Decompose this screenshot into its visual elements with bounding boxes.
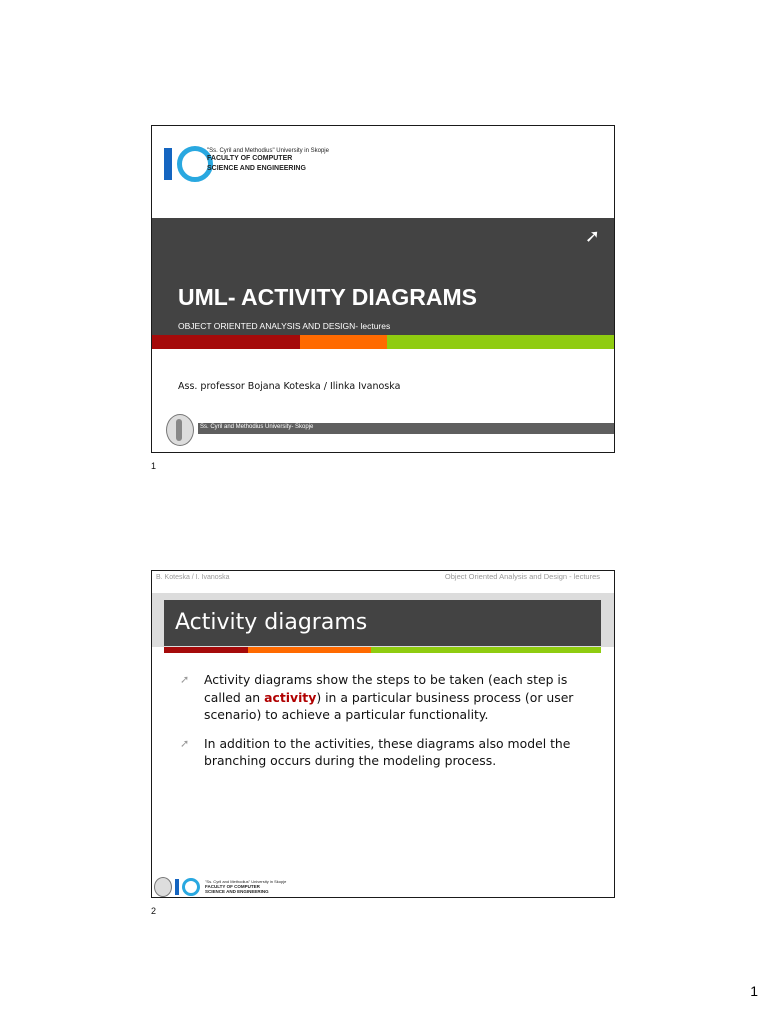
slide-2-header-authors: B. Koteska / I. Ivanoska	[156, 574, 230, 581]
logo-university: "Ss. Cyril and Methodius" University in Skopje	[207, 148, 329, 154]
stripe-red	[164, 647, 248, 653]
slide-number-1: 1	[151, 461, 157, 471]
bullet-text-part: Activity diagrams show the steps to be taken (each step is called an	[204, 672, 568, 705]
list-item	[180, 735, 608, 770]
title-band	[152, 218, 614, 335]
footer-logo-university: "Ss. Cyril and Methodius" University in Skopje	[205, 879, 287, 884]
stripe-green	[371, 647, 601, 653]
logo-faculty-line2: SCIENCE AND ENGINEERING	[207, 165, 306, 172]
slide-number-2: 2	[151, 906, 157, 916]
slide-1	[151, 125, 615, 453]
footer-logo	[154, 877, 200, 897]
logo-faculty-line1: FACULTY OF COMPUTER	[207, 155, 293, 162]
finki-logo	[164, 144, 213, 184]
logo-text	[207, 148, 329, 174]
university-seal-icon	[154, 877, 172, 897]
arrow-up-right-icon: ➚	[180, 736, 190, 750]
stripe-red	[152, 335, 300, 349]
list-item	[180, 671, 608, 724]
bullet-text: In addition to the activities, these diagrams also model the branching occurs during the modeling process.	[204, 735, 571, 768]
bullet-list	[180, 671, 608, 781]
footer-text: Ss. Cyril and Methodius University- Skopje	[200, 424, 314, 430]
slide-1-title: UML- ACTIVITY DIAGRAMS	[178, 284, 477, 310]
slide-1-subtitle: OBJECT ORIENTED ANALYSIS AND DESIGN- lectures	[178, 321, 391, 331]
page-number: 1	[750, 983, 758, 999]
stripe-green	[387, 335, 615, 349]
keyword-activity: activity	[264, 689, 317, 705]
footer-logo-faculty-line1: FACULTY OF COMPUTER	[205, 884, 260, 889]
logo-letter-o	[182, 878, 200, 896]
stripe-orange	[300, 335, 387, 349]
university-seal-icon	[166, 414, 194, 446]
bullet-text	[204, 671, 608, 724]
slide-2-header-course: Object Oriented Analysis and Design - lectures	[444, 572, 600, 581]
footer-logo-text	[205, 879, 286, 894]
stripe-orange	[248, 647, 371, 653]
logo-letter-i	[164, 148, 172, 180]
author-line: Ass. professor Bojana Koteska / Ilinka Ivanoska	[178, 381, 401, 392]
arrow-up-right-icon: ➚	[180, 673, 190, 686]
logo-letter-i	[175, 879, 179, 895]
arrow-up-right-icon: ➚	[584, 226, 600, 247]
slide-2	[151, 570, 615, 898]
bullet-text-part: ) in a particular business process (or user scenario) to achieve a particular functionality.	[204, 689, 574, 722]
slide-2-title: Activity diagrams	[175, 610, 368, 635]
footer-logo-faculty-line2: SCIENCE AND ENGINEERING	[205, 889, 269, 894]
